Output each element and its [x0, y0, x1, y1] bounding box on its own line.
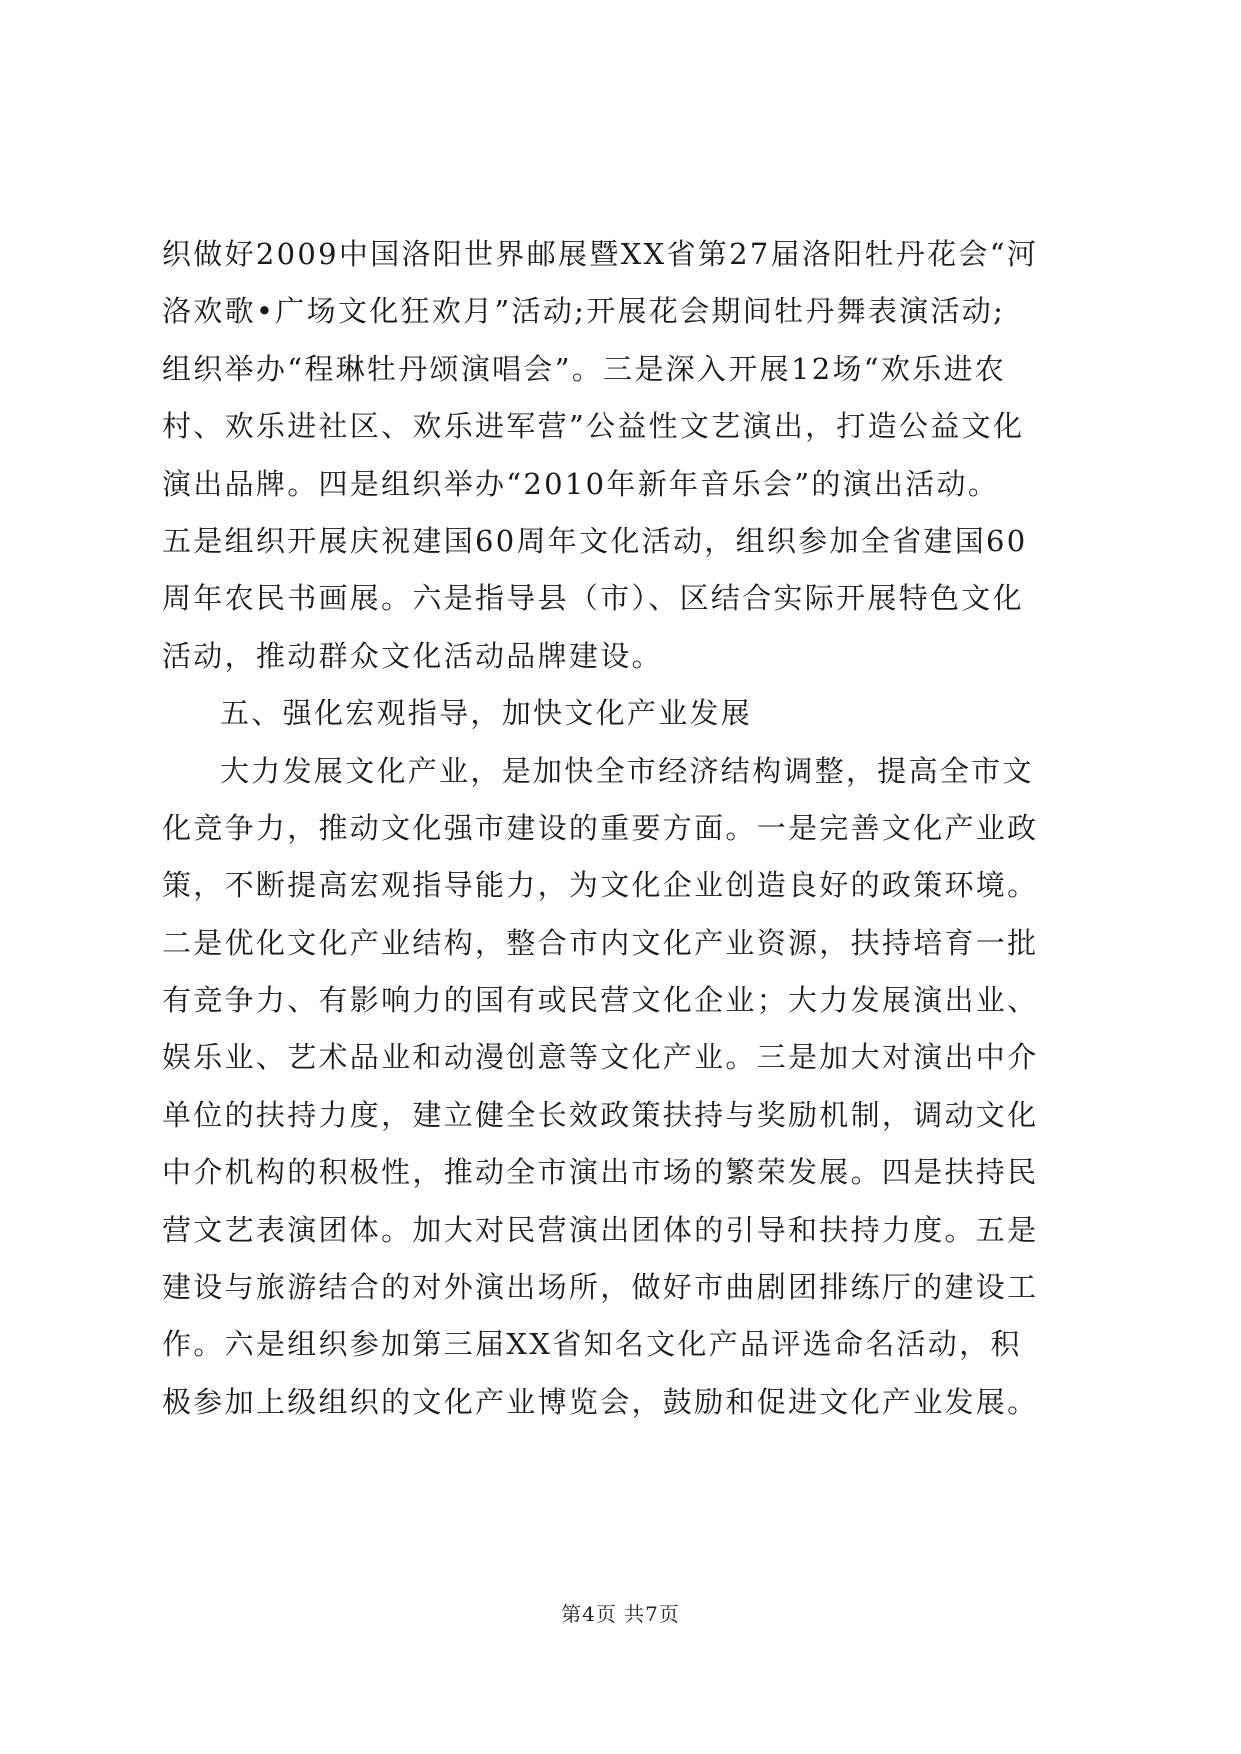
text-line: 二是优化文化产业结构，整合市内文化产业资源，扶持培育一批 [162, 925, 1039, 960]
document-body [162, 226, 1082, 1431]
paragraph-first-line: 大力发展文化产业，是加快全市经济结构调整，提高全市文 [220, 753, 1034, 788]
text-line: 化竞争力，推动文化强市建设的重要方面。一是完善文化产业政 [162, 810, 1039, 845]
text-line: 演出品牌。四是组织举办“2010年新年音乐会”的演出活动。 [162, 466, 1000, 501]
text-line: 极参加上级组织的文化产业博览会，鼓励和促进文化产业发展。 [162, 1384, 1039, 1419]
text-line: 中介机构的积极性，推动全市演出市场的繁荣发展。四是扶持民 [162, 1155, 1039, 1190]
text-line: 五是组织开展庆祝建国60周年文化活动，组织参加全省建国60 [162, 523, 1028, 558]
text-line: 娱乐业、艺术品业和动漫创意等文化产业。三是加大对演出中介 [162, 1040, 1039, 1075]
text-line: 单位的扶持力度，建立健全长效政策扶持与奖励机制，调动文化 [162, 1097, 1039, 1132]
text-line: 活动，推动群众文化活动品牌建设。 [162, 638, 663, 673]
text-line: 周年农民书画展。六是指导县（市）、区结合实际开展特色文化 [162, 581, 1024, 616]
text-line: 洛欢歌•广场文化狂欢月”活动;开展花会期间牡丹舞表演活动; [162, 294, 1006, 329]
text-line: 有竞争力、有影响力的国有或民营文化企业；大力发展演出业、 [162, 983, 1039, 1018]
text-line: 组织举办“程琳牡丹颂演唱会”。三是深入开展12场“欢乐进农 [162, 351, 1007, 386]
page-footer: 第4页 共7页 [561, 1602, 680, 1626]
text-line: 建设与旅游结合的对外演出场所，做好市曲剧团排练厅的建设工 [162, 1270, 1039, 1305]
paragraph-first-line: 五、强化宏观指导，加快文化产业发展 [220, 696, 753, 731]
text-line: 营文艺表演团体。加大对民营演出团体的引导和扶持力度。五是 [162, 1212, 1039, 1247]
text-line: 村、欢乐进社区、欢乐进军营”公益性文艺演出，打造公益文化 [162, 409, 1025, 444]
text-line: 策，不断提高宏观指导能力，为文化企业创造良好的政策环境。 [162, 868, 1039, 903]
text-line: 织做好2009中国洛阳世界邮展暨XX省第27届洛阳牡丹花会“河 [162, 237, 1039, 271]
text-line: 作。六是组织参加第三届XX省知名文化产品评选命名活动，积 [162, 1327, 1022, 1362]
